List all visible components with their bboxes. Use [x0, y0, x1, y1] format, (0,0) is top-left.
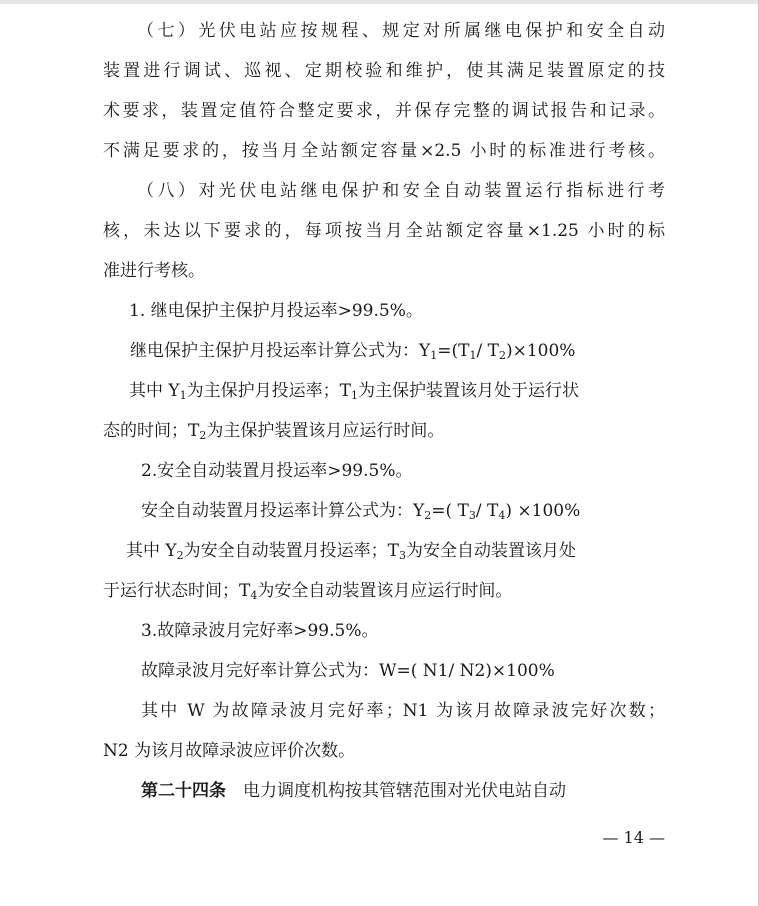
- formula-var: T: [188, 421, 200, 441]
- paragraph-line: 准进行考核。: [103, 261, 205, 281]
- formula-part: ) ×100%: [505, 501, 581, 521]
- formula-prefix: 安全自动装置月投运率计算公式为：: [141, 501, 413, 521]
- formula-part: / T: [475, 501, 499, 521]
- formula-var: T: [387, 541, 399, 561]
- formula-var: Y: [168, 381, 180, 401]
- formula-subscript: 1: [430, 349, 438, 362]
- note-text: 为安全自动装置该月应运行时间。: [257, 581, 513, 601]
- formula-part: )×100%: [505, 341, 576, 361]
- formula-subscript: 3: [468, 509, 476, 522]
- paragraph-line: （八）对光伏电站继电保护和安全自动装置运行指标进行考: [137, 181, 665, 201]
- formula-subscript: 1: [350, 389, 358, 402]
- note-text: 为主保护月投运率；: [186, 381, 340, 401]
- formula-line: [130, 338, 692, 364]
- paragraph-line: 核，未达以下要求的，每项按当月全站额定容量×1.25 小时的标: [103, 221, 665, 241]
- formula-subscript: 1: [469, 349, 477, 362]
- note-text: 为主保护装置该月应运行时间。: [206, 421, 445, 441]
- note-line: [129, 378, 665, 404]
- note-text: 态的时间；: [103, 421, 188, 441]
- formula-line: [141, 498, 703, 524]
- note-text: 为主保护装置该月处于运行状: [357, 381, 579, 401]
- paragraph-line: 术要求，装置定值符合整定要求，并保存完整的调试报告和记录。: [103, 101, 665, 121]
- formula-part: / T: [476, 341, 499, 361]
- article-heading: 第二十四条: [141, 781, 226, 801]
- list-item-heading: 2.安全自动装置月投运率>99.5%。: [141, 461, 413, 481]
- article-text: 电力调度机构按其管辖范围对光伏电站自动: [226, 781, 566, 801]
- paragraph-line: （七）光伏电站应按规程、规定对所属继电保护和安全自动: [137, 21, 665, 41]
- formula-var: T: [339, 381, 351, 401]
- note-line: [103, 418, 665, 444]
- formula-prefix: 继电保护主保护月投运率计算公式为：: [130, 341, 419, 361]
- note-text: 为安全自动装置该月处: [405, 541, 576, 561]
- formula-subscript: 4: [498, 509, 506, 522]
- formula-part: =( T: [431, 501, 469, 521]
- note-line: [126, 538, 665, 564]
- note-text: 于运行状态时间；: [103, 581, 239, 601]
- note-text: 其中: [126, 541, 166, 561]
- paragraph-line: 装置进行调试、巡视、定期校验和维护，使其满足装置原定的技: [103, 61, 665, 81]
- formula-var: Y: [165, 541, 177, 561]
- formula-var: T: [239, 581, 251, 601]
- note-line: N2 为该月故障录波应评价次数。: [103, 741, 356, 761]
- formula-subscript: 4: [250, 589, 258, 602]
- article-line: [141, 778, 665, 804]
- list-item-heading: 3.故障录波月完好率>99.5%。: [141, 621, 379, 641]
- formula-subscript: 2: [176, 549, 184, 562]
- formula-var: Y: [419, 341, 431, 361]
- formula-subscript: 3: [398, 549, 406, 562]
- note-line: [103, 578, 665, 604]
- note-text: 为安全自动装置月投运率；: [183, 541, 388, 561]
- page-number: — 14 —: [602, 828, 665, 847]
- formula-subscript: 2: [424, 509, 432, 522]
- paragraph-line: 不满足要求的，按当月全站额定容量×2.5 小时的标准进行考核。: [103, 141, 665, 161]
- list-item-heading: 1. 继电保护主保护月投运率>99.5%。: [129, 301, 423, 321]
- formula-var: Y: [413, 501, 425, 521]
- formula-subscript: 1: [179, 389, 187, 402]
- formula-subscript: 2: [498, 349, 506, 362]
- formula-line: 故障录波月完好率计算公式为：W=( N1/ N2)×100%: [141, 661, 555, 681]
- formula-subscript: 2: [199, 429, 207, 442]
- note-text: 其中: [129, 381, 169, 401]
- formula-part: =(T: [437, 341, 470, 361]
- note-line: 其中 W 为故障录波月完好率；N1 为该月故障录波完好次数；: [141, 701, 665, 721]
